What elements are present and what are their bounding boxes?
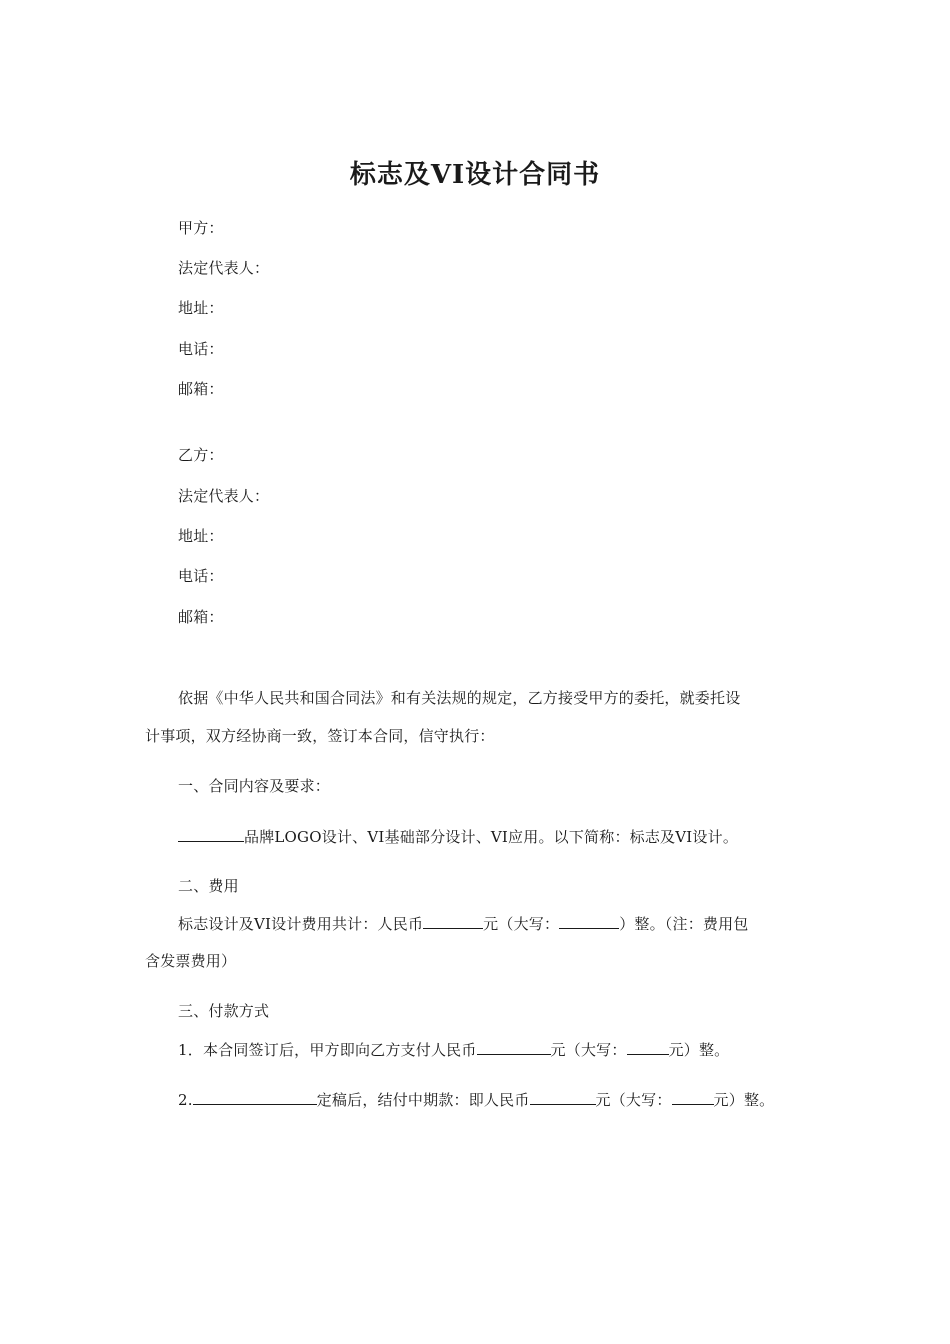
payment-2-suffix: 元）整。 [713,1091,775,1109]
fee-note: ）整。（注：费用包 [619,915,749,933]
intro-line-1: 依据《中华人民共和国合同法》和有关法规的规定，乙方接受甲方的委托，就委托设 [178,689,741,707]
section-1-content [178,826,738,847]
payment-2-uppercase-blank [672,1089,714,1105]
section-2-heading: 二、费用 [178,877,239,895]
party-b-email: 邮箱： [178,608,224,626]
fee-total-label: 标志设计及VI设计费用共计：人民币 [178,915,424,933]
payment-1-suffix: 元）整。 [668,1041,730,1059]
payment-item-2 [178,1089,774,1110]
party-a-representative: 法定代表人： [178,259,270,277]
party-a-address: 地址： [178,299,224,317]
party-b-address: 地址： [178,527,224,545]
party-a-phone: 电话： [178,340,224,358]
payment-1-amount-blank [477,1039,551,1055]
payment-2-number: 2. [178,1091,193,1109]
party-b-label: 乙方： [178,446,224,464]
party-b-representative: 法定代表人： [178,487,270,505]
party-a-label: 甲方： [178,219,224,237]
section-2-line-2: 含发票费用） [145,952,237,970]
party-b-phone: 电话： [178,567,224,585]
intro-line-2: 计事项，双方经协商一致，签订本合同，信守执行： [145,727,495,745]
fee-amount-blank [423,913,483,929]
section-1-text: 品牌LOGO设计、VI基础部分设计、VI应用。以下简称：标志及VI设计。 [244,828,739,846]
payment-2-amount-blank [530,1089,596,1105]
payment-1-uppercase-label: 元（大写： [550,1041,627,1059]
section-2-line-1 [178,913,749,934]
party-a-email: 邮箱： [178,380,224,398]
payment-1-label: 1．本合同签订后，甲方即向乙方支付人民币 [178,1041,477,1059]
payment-1-uppercase-blank [627,1039,669,1055]
section-3-heading: 三、付款方式 [178,1002,270,1020]
payment-2-stage-blank [193,1089,317,1105]
payment-2-label: 定稿后，结付中期款：即人民币 [316,1091,530,1109]
brand-name-blank [178,826,244,842]
document-title: 标志及VI设计合同书 [349,160,601,190]
payment-item-1 [178,1039,729,1060]
section-1-heading: 一、合同内容及要求： [178,777,331,795]
payment-2-uppercase-label: 元（大写： [595,1091,672,1109]
fee-uppercase-blank [559,913,619,929]
fee-uppercase-label: 元（大写： [483,915,560,933]
